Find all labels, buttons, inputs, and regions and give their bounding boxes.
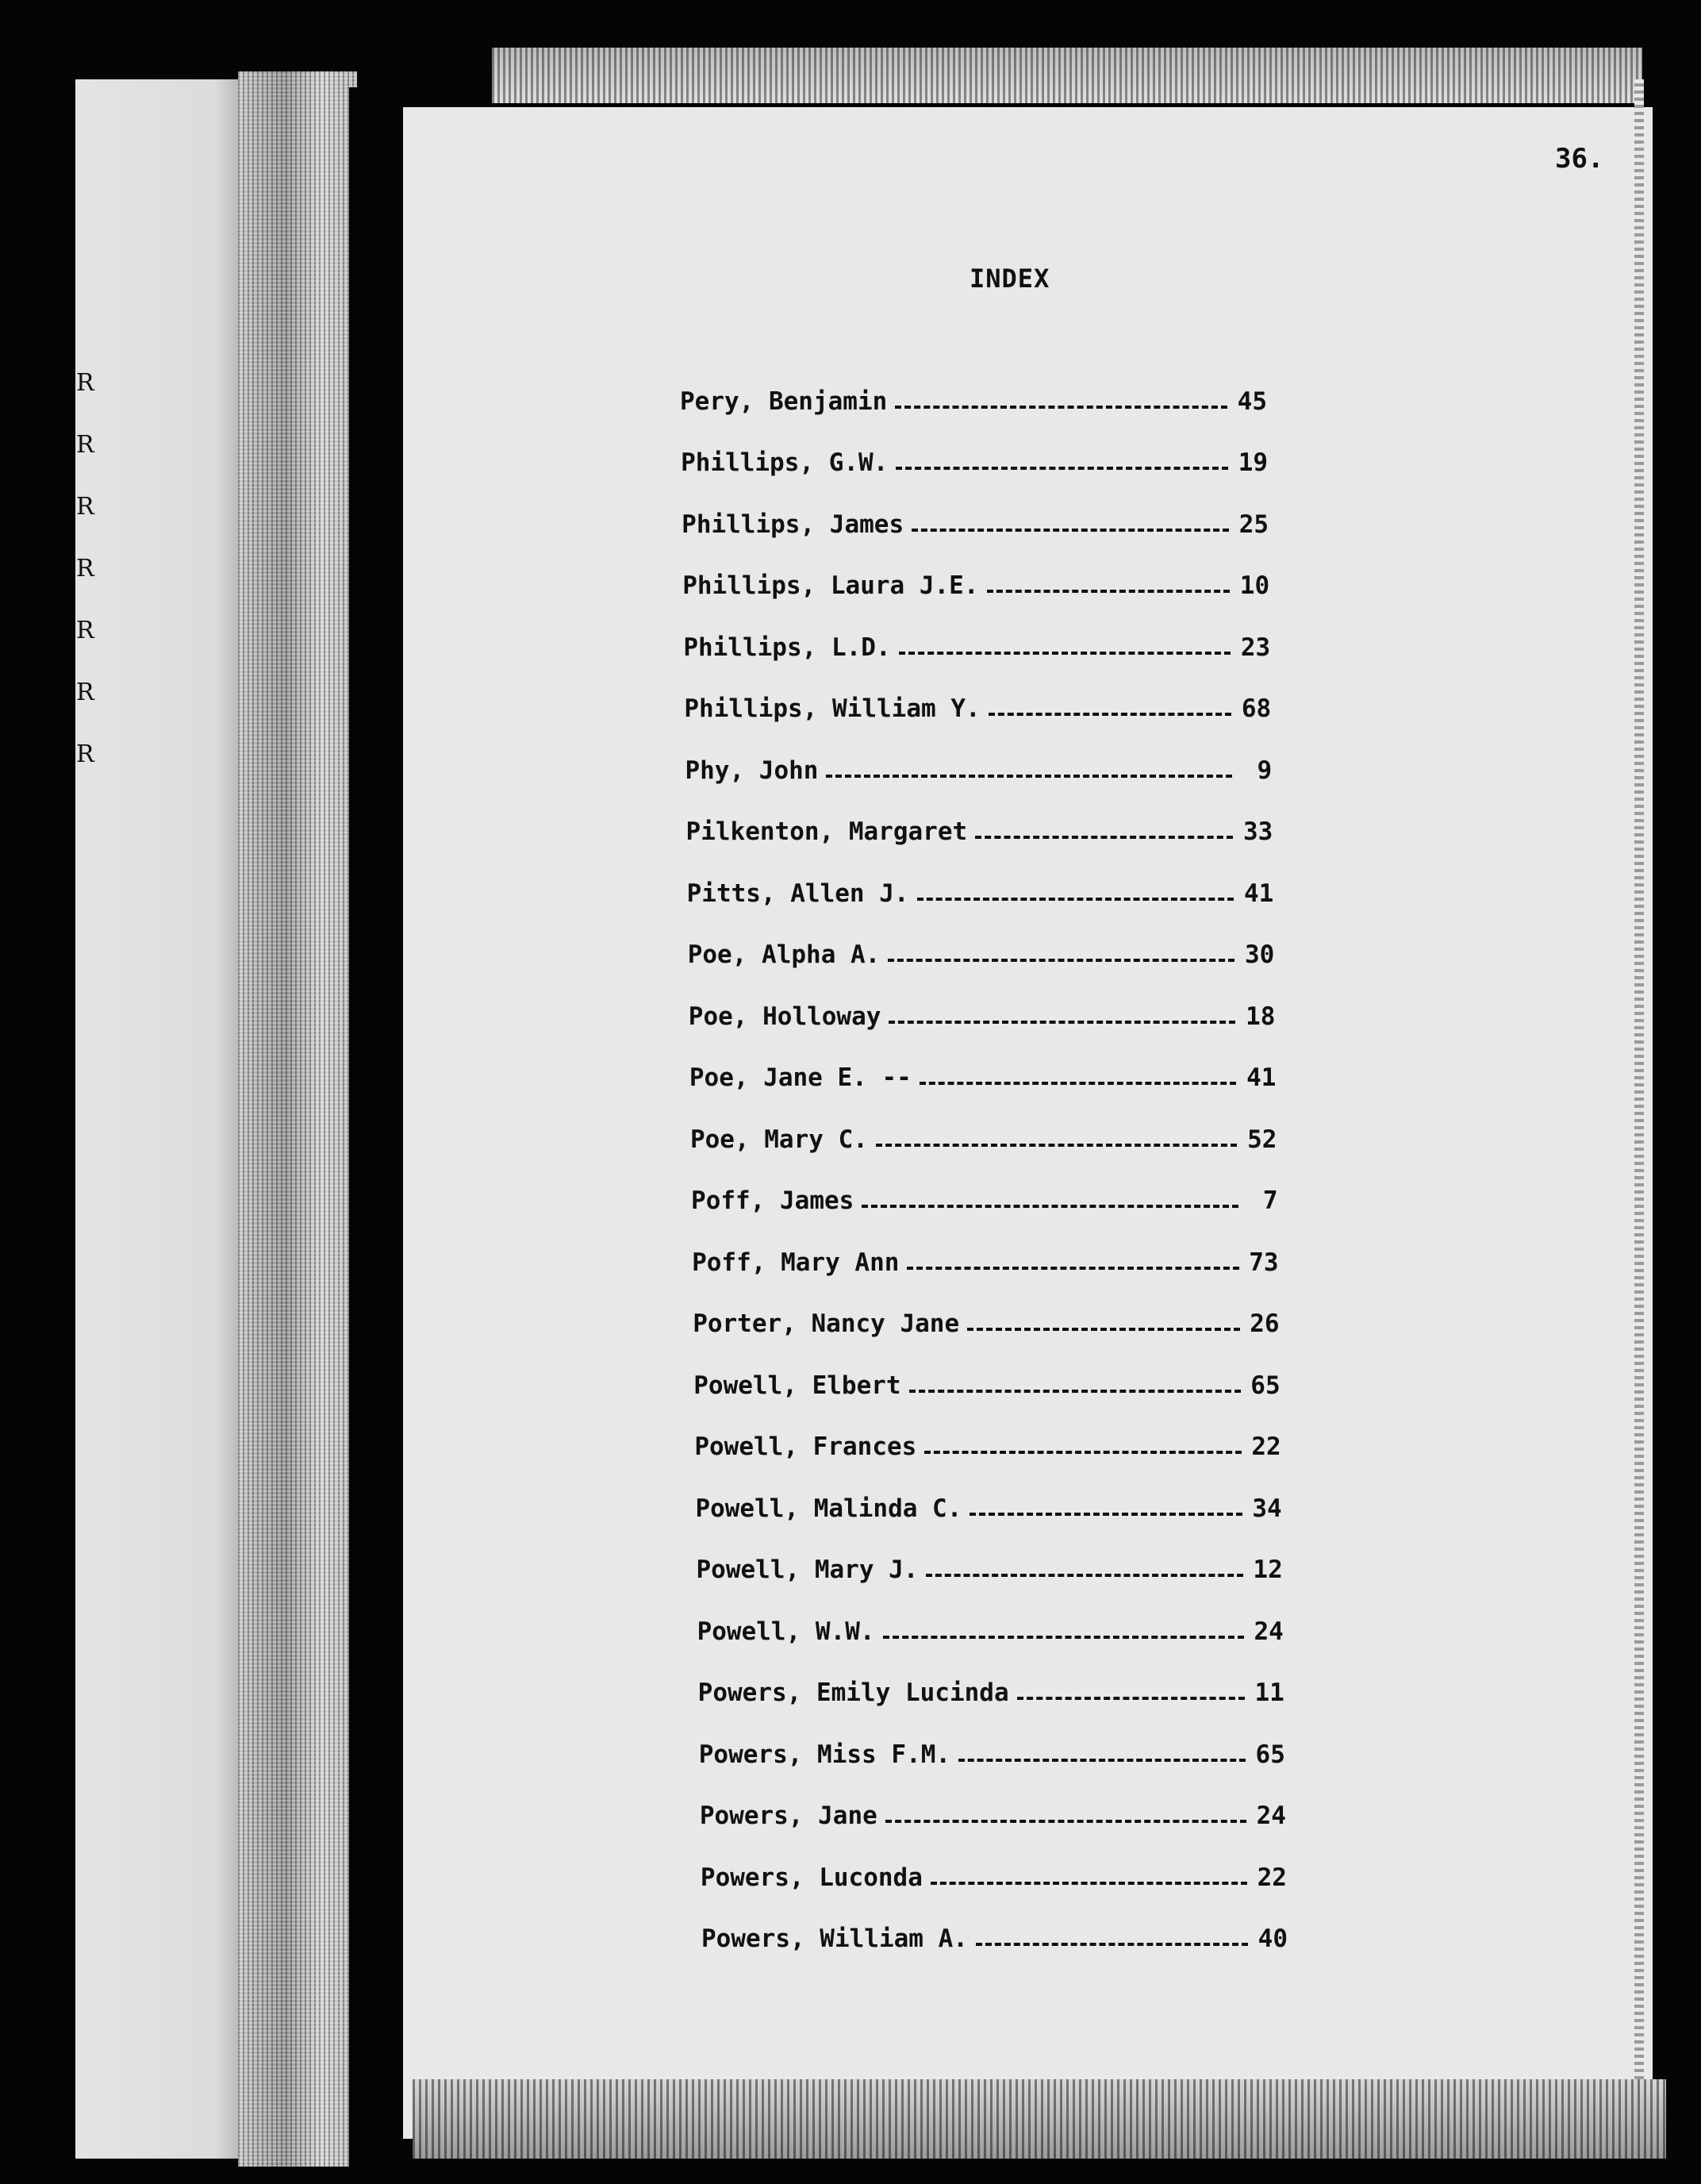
previous-page-mark: R xyxy=(76,431,94,459)
index-entry-name: Pitts, Allen J. xyxy=(686,879,909,908)
previous-page-mark: R xyxy=(76,369,94,397)
index-entry-page: 22 xyxy=(1257,1863,1287,1892)
dash-leader xyxy=(895,406,1227,409)
index-entry xyxy=(693,1309,1279,1343)
page-number: 36. xyxy=(1555,143,1604,175)
dash-leader xyxy=(896,467,1228,470)
dash-leader xyxy=(924,1451,1241,1454)
index-entry xyxy=(683,633,1270,667)
index-entry-name: Poe, Holloway xyxy=(688,1002,881,1031)
index-entry-page: 34 xyxy=(1252,1494,1282,1523)
dash-leader xyxy=(920,1082,1237,1085)
index-entry xyxy=(691,1186,1277,1220)
index-entry-name: Powers, Jane xyxy=(699,1801,877,1831)
dash-leader xyxy=(967,1328,1239,1331)
index-entry-page: 65 xyxy=(1255,1740,1285,1769)
index-entry-page: 52 xyxy=(1247,1125,1277,1154)
index-entry-name: Phillips, L.D. xyxy=(683,633,891,662)
index-entry xyxy=(688,940,1275,974)
dash-leader xyxy=(912,529,1229,532)
index-entry-name: Phillips, William Y. xyxy=(684,694,981,724)
index-entry xyxy=(685,756,1272,790)
dash-leader xyxy=(917,898,1234,901)
dash-leader xyxy=(885,1820,1246,1823)
dash-leader xyxy=(907,1267,1238,1270)
index-entry-name: Pilkenton, Margaret xyxy=(685,817,968,847)
dash-leader xyxy=(909,1390,1241,1393)
index-entry xyxy=(698,1678,1284,1712)
index-entry-name: Phillips, James xyxy=(682,509,904,539)
dash-leader xyxy=(970,1513,1242,1516)
index-entry-page: 45 xyxy=(1237,387,1267,416)
index-entry-name: Poe, Alpha A. xyxy=(687,940,881,970)
page-title: INDEX xyxy=(970,263,1050,294)
index-entry xyxy=(686,817,1273,851)
index-entry-name: Phy, John xyxy=(685,756,819,785)
index-entry-name: Poe, Mary C. xyxy=(689,1125,868,1154)
index-entry xyxy=(687,879,1274,913)
index-entry-page: 11 xyxy=(1254,1678,1284,1708)
index-entry-name: Powell, Elbert xyxy=(693,1371,901,1400)
index-entry xyxy=(682,571,1269,605)
bottom-edge-noise xyxy=(413,2079,1666,2159)
index-entry-name: Poff, James xyxy=(691,1186,854,1216)
index-entry-page: 40 xyxy=(1258,1924,1288,1953)
index-entry xyxy=(701,1863,1287,1897)
previous-page-mark: R xyxy=(76,740,94,768)
dash-leader xyxy=(888,959,1234,962)
index-entry-page: 12 xyxy=(1253,1555,1283,1585)
index-entry-page: 25 xyxy=(1238,509,1269,539)
index-entry-page: 65 xyxy=(1250,1371,1281,1400)
index-entry-name: Powers, Miss F.M. xyxy=(698,1740,951,1769)
index-entry-page: 19 xyxy=(1238,448,1269,478)
index-entry-page: 41 xyxy=(1246,1063,1277,1093)
index-entry-name: Phillips, Laura J.E. xyxy=(682,571,979,601)
index-entry xyxy=(684,694,1271,728)
index-entry-page: 26 xyxy=(1250,1309,1280,1339)
index-entry xyxy=(697,1617,1284,1651)
dash-leader xyxy=(862,1205,1238,1208)
index-entry xyxy=(699,1740,1285,1774)
index-entry xyxy=(682,510,1269,544)
dash-leader xyxy=(883,1636,1244,1639)
dash-leader xyxy=(958,1759,1246,1762)
index-entry-name: Powers, William A. xyxy=(701,1924,968,1953)
index-entry xyxy=(690,1125,1277,1159)
index-entry xyxy=(701,1924,1288,1958)
previous-page-mark: R xyxy=(76,555,94,583)
index-entry xyxy=(693,1371,1280,1405)
dash-leader xyxy=(889,1021,1235,1024)
index-entry-page: 30 xyxy=(1245,940,1275,970)
index-entry-name: Powell, Malinda C. xyxy=(695,1494,962,1523)
dash-leader xyxy=(976,1943,1248,1946)
previous-page-mark: R xyxy=(76,679,94,706)
index-entry-page: 18 xyxy=(1246,1002,1276,1031)
index-entry-page: 24 xyxy=(1254,1617,1284,1646)
dash-leader xyxy=(926,1574,1242,1577)
index-entry xyxy=(695,1494,1281,1528)
index-entry-name: Poff, Mary Ann xyxy=(692,1248,900,1277)
index-entry xyxy=(689,1002,1276,1036)
index-entry-page: 33 xyxy=(1242,817,1273,847)
index-entry-name: Powers, Emily Lucinda xyxy=(697,1678,1009,1708)
dash-leader xyxy=(899,652,1231,655)
index-entry-page: 10 xyxy=(1239,571,1270,601)
dash-leader xyxy=(989,713,1232,716)
index-entry xyxy=(694,1432,1281,1466)
index-entry-page: 9 xyxy=(1257,756,1273,785)
index-entry-page: 7 xyxy=(1262,1186,1278,1216)
index-entry-name: Powers, Luconda xyxy=(700,1863,923,1892)
index-entry xyxy=(697,1555,1283,1589)
page-curl-shadow xyxy=(238,71,357,2167)
book-binding xyxy=(349,87,403,2167)
index-entry-page: 23 xyxy=(1240,633,1271,662)
index-entry xyxy=(689,1063,1277,1097)
dash-leader xyxy=(1017,1697,1245,1700)
index-entry xyxy=(700,1801,1286,1835)
dash-leader xyxy=(931,1882,1247,1885)
dash-leader xyxy=(826,775,1232,778)
previous-page-mark: R xyxy=(76,493,94,521)
index-entry xyxy=(692,1248,1278,1282)
index-entry-name: Powell, Mary J. xyxy=(696,1555,919,1585)
index-entry-name: Powell, Frances xyxy=(694,1432,917,1462)
index-entry-name: Pery, Benjamin xyxy=(680,387,888,416)
index-entry-name: Poe, Jane E. -- xyxy=(689,1063,912,1093)
index-entry xyxy=(680,387,1267,421)
index-entry-page: 73 xyxy=(1249,1248,1279,1277)
dash-leader xyxy=(975,836,1233,839)
dash-leader xyxy=(987,590,1231,593)
index-entry-name: Porter, Nancy Jane xyxy=(693,1309,960,1339)
page-right-edge xyxy=(1634,79,1644,2079)
dash-leader xyxy=(876,1144,1238,1147)
index-entry xyxy=(681,448,1268,482)
index-entry-page: 68 xyxy=(1241,694,1272,724)
index-entry-page: 22 xyxy=(1251,1432,1281,1462)
top-edge-noise xyxy=(492,48,1642,103)
index-entry-name: Phillips, G.W. xyxy=(681,448,889,478)
index-entry-name: Powell, W.W. xyxy=(697,1617,875,1646)
index-entry-page: 41 xyxy=(1243,879,1274,908)
index-entry-page: 24 xyxy=(1256,1801,1286,1831)
previous-page-mark: R xyxy=(76,617,94,644)
